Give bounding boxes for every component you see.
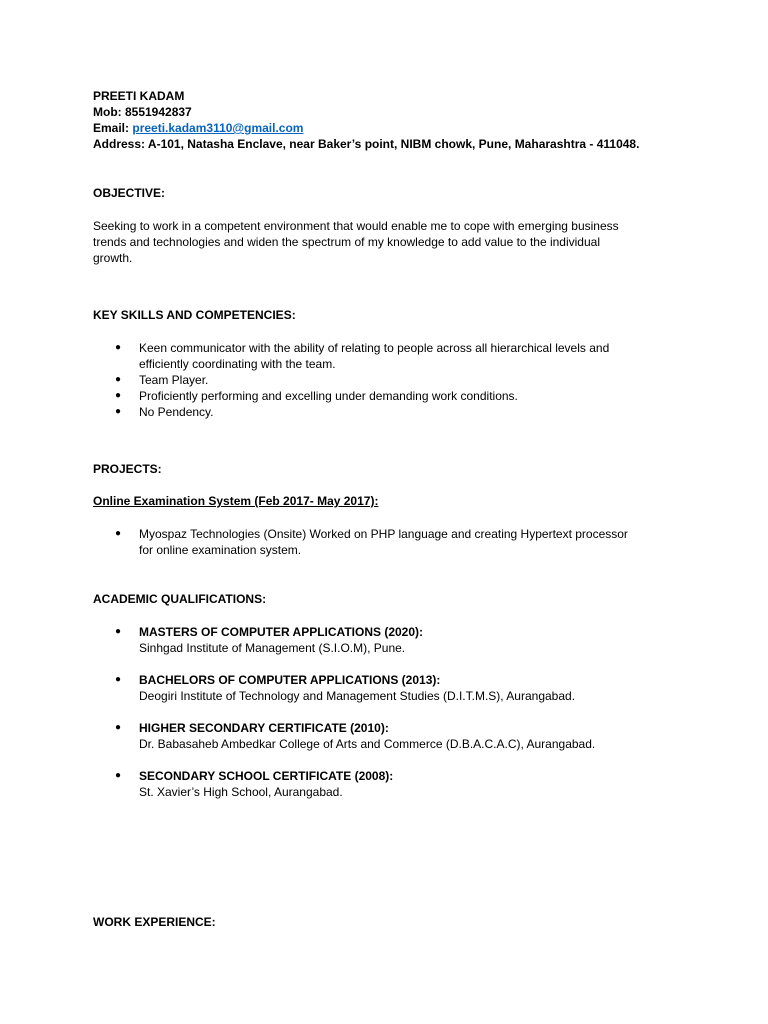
list-item — [93, 768, 683, 800]
list-item — [93, 404, 683, 420]
objective-line: growth. — [93, 251, 133, 265]
qualification-title: SECONDARY SCHOOL CERTIFICATE (2008): — [139, 769, 394, 783]
objective-heading: OBJECTIVE: — [93, 186, 166, 200]
email-line — [93, 120, 683, 136]
qualification-title: BACHELORS OF COMPUTER APPLICATIONS (2013): — [139, 673, 441, 687]
bullet-icon: ● — [115, 390, 122, 401]
resume-page — [93, 88, 683, 930]
list-item — [93, 624, 683, 656]
mobile-number: Mob: 8551942837 — [93, 105, 192, 119]
qualification-institution: Sinhgad Institute of Management (S.I.O.M), Pune. — [139, 641, 406, 655]
skill-line: No Pendency. — [139, 405, 214, 419]
bullet-icon: ● — [115, 770, 122, 781]
objective-line: trends and technologies and widen the spectrum of my knowledge to add value to the individual — [93, 235, 600, 249]
project-line: for online examination system. — [139, 543, 302, 557]
bullet-icon: ● — [115, 406, 122, 417]
list-item — [93, 372, 683, 388]
objective-text — [93, 218, 683, 266]
qualification-institution: St. Xavier’s High School, Aurangabad. — [139, 785, 343, 799]
academics-heading: ACADEMIC QUALIFICATIONS: — [93, 592, 267, 606]
skills-heading: KEY SKILLS AND COMPETENCIES: — [93, 308, 296, 322]
email-label: Email: — [93, 121, 133, 135]
qualification-institution: Dr. Babasaheb Ambedkar College of Arts and Commerce (D.B.A.C.A.C), Aurangabad. — [139, 737, 596, 751]
bullet-icon: ● — [115, 722, 122, 733]
bullet-icon: ● — [115, 342, 122, 353]
qualification-title: MASTERS OF COMPUTER APPLICATIONS (2020): — [139, 625, 424, 639]
skill-line: Keen communicator with the ability of relating to people across all hierarchical levels and — [139, 341, 610, 355]
bullet-icon: ● — [115, 374, 122, 385]
list-item — [93, 340, 683, 372]
list-item — [93, 388, 683, 404]
skill-line: Proficiently performing and excelling under demanding work conditions. — [139, 389, 518, 403]
skill-line: Team Player. — [139, 373, 209, 387]
address: Address: A-101, Natasha Enclave, near Baker’s point, NIBM chowk, Pune, Maharashtra - 411048. — [93, 137, 640, 151]
project-list — [93, 526, 683, 558]
bullet-icon: ● — [115, 674, 122, 685]
list-item — [93, 526, 683, 558]
project-title: Online Examination System (Feb 2017- May 2017): — [93, 494, 379, 508]
bullet-icon: ● — [115, 528, 122, 539]
objective-line: Seeking to work in a competent environment that would enable me to cope with emerging business — [93, 219, 619, 233]
project-line: Myospaz Technologies (Onsite) Worked on PHP language and creating Hypertext processor — [139, 527, 628, 541]
list-item — [93, 720, 683, 752]
skills-list — [93, 340, 683, 420]
qualification-title: HIGHER SECONDARY CERTIFICATE (2010): — [139, 721, 389, 735]
candidate-name: PREETI KADAM — [93, 89, 185, 103]
qualification-institution: Deogiri Institute of Technology and Management Studies (D.I.T.M.S), Aurangabad. — [139, 689, 576, 703]
projects-heading: PROJECTS: — [93, 462, 162, 476]
bullet-icon: ● — [115, 626, 122, 637]
skill-line: efficiently coordinating with the team. — [139, 357, 336, 371]
work-experience-heading: WORK EXPERIENCE: — [93, 915, 216, 929]
email-link[interactable]: preeti.kadam3110@gmail.com — [132, 121, 304, 135]
list-item — [93, 672, 683, 704]
academics-list — [93, 624, 683, 800]
